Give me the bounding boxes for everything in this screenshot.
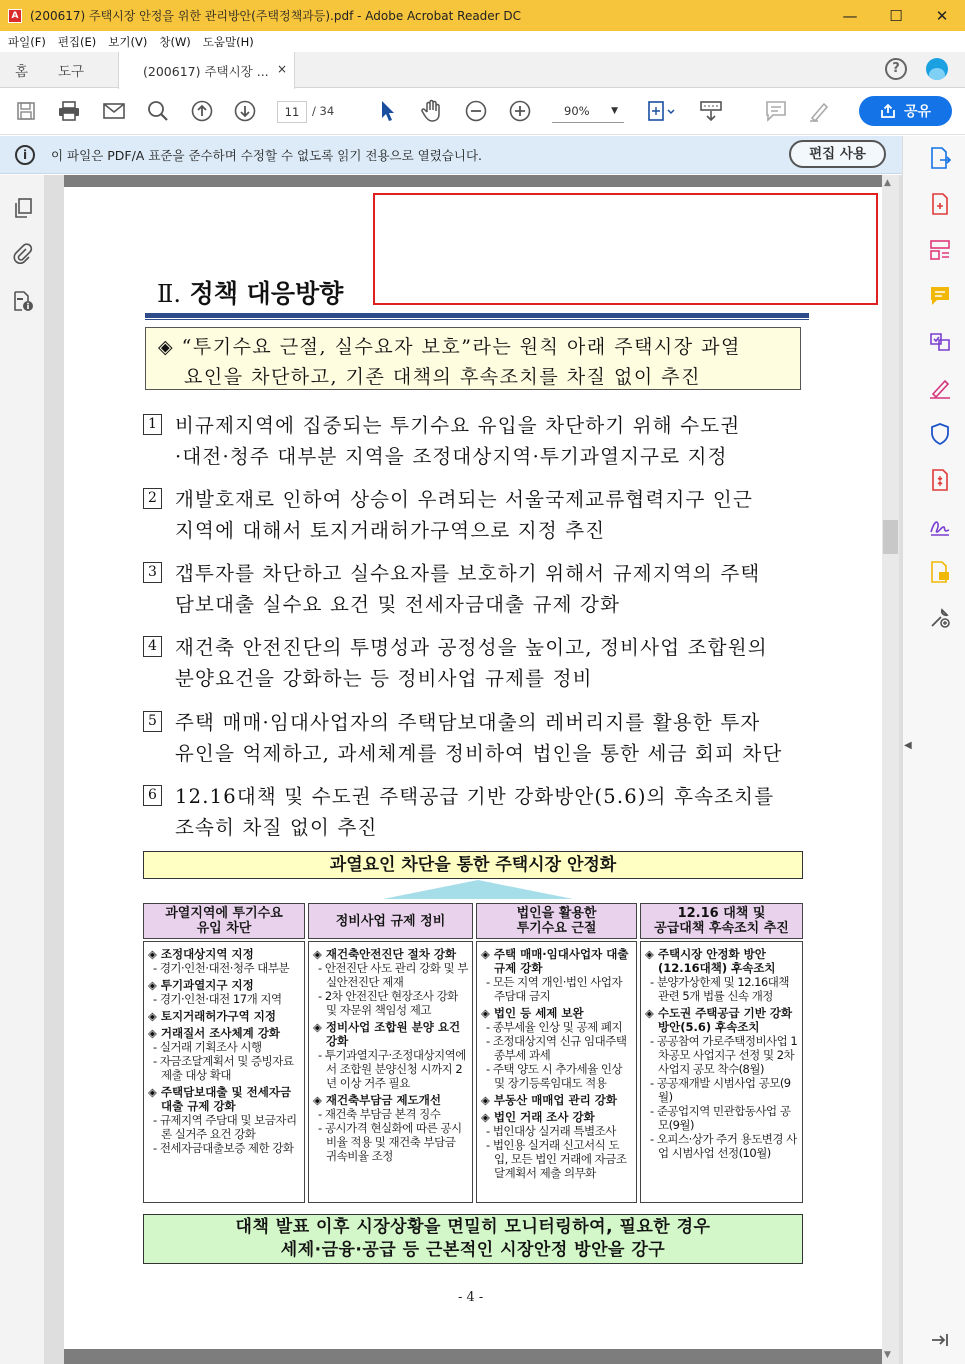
column-bullet-item: ◈ 재건축안전진단 절차 강화 [313, 947, 468, 961]
menu-file[interactable]: 파일(F) [8, 34, 46, 49]
item-line-2: 조속히 차질 없이 추진 [175, 816, 378, 839]
print-icon[interactable] [55, 97, 83, 125]
item-line-2: 지역에 대해서 토지거래허가구역으로 지정 추진 [175, 519, 606, 542]
more-tools-icon[interactable] [928, 606, 952, 630]
section-roman-numeral: Ⅱ. [157, 280, 181, 308]
zoom-select[interactable] [552, 101, 624, 123]
share-button[interactable] [859, 96, 952, 126]
column-bullet-item: ◈ 정비사업 조합원 분양 요건 강화 [313, 1020, 468, 1048]
scroll-up-arrow[interactable]: ▲ [884, 178, 891, 188]
column-sub-item: - 준공업지역 민관합동사업 공모(9월) [645, 1104, 798, 1132]
share-label: 공유 [903, 104, 932, 120]
acrobat-app-icon: A [8, 9, 22, 23]
column-sub-item: - 종부세율 인상 및 공제 폐지 [481, 1020, 632, 1034]
email-icon[interactable] [100, 97, 128, 125]
comment-tool-icon[interactable] [928, 284, 952, 308]
column-sub-item: - 공시가격 현실화에 따른 공시비율 적용 및 재건축 부담금 귀속비율 조정 [313, 1121, 468, 1163]
banner-message: 이 파일은 PDF/A 표준을 준수하며 수정할 수 없도록 읽기 전용으로 열렸습니다. [51, 147, 482, 163]
item-number: 1 [143, 414, 162, 435]
item-line-1: 주택 매매·임대사업자의 주택담보대출의 레버리지를 활용한 투자 [175, 711, 761, 734]
organize-pages-icon[interactable] [928, 238, 952, 262]
document-info-icon[interactable] [12, 290, 34, 312]
column-sub-item: - 자금조달계획서 및 증빙자료 제출 대상 확대 [148, 1054, 300, 1082]
maximize-button[interactable]: ☐ [889, 6, 903, 25]
principle-box [145, 327, 801, 390]
column-body-1 [143, 941, 305, 1203]
column-sub-item: - 공공참여 가로주택정비사업 1차공모 사업지구 선정 및 2차 사업지 공모 착수(8월) [645, 1034, 798, 1076]
search-icon[interactable] [144, 97, 172, 125]
column-head-line-1: 12.16 대책 및 [677, 906, 766, 921]
column-sub-item: - 주택 양도 시 추가세율 인상 및 장기등록임대도 적용 [481, 1062, 632, 1090]
attachments-icon[interactable] [12, 243, 34, 265]
item-number: 6 [143, 785, 162, 806]
menu-help[interactable]: 도움말(H) [202, 34, 254, 49]
diagram-arrow [383, 880, 573, 899]
help-button[interactable]: ? [885, 58, 907, 80]
column-sub-item: - 전세자금대출보증 제한 강화 [148, 1141, 300, 1155]
tab-close-icon[interactable]: × [276, 62, 287, 76]
column-bullet-item: ◈ 주택담보대출 및 전세자금대출 규제 강화 [148, 1085, 300, 1113]
column-sub-item: - 공공재개발 시범사업 공모(9월) [645, 1076, 798, 1104]
fit-page-icon[interactable] [643, 97, 679, 125]
tab-home[interactable]: 홈 [15, 64, 29, 80]
policy-item-1 [143, 410, 805, 472]
comment-icon[interactable] [762, 97, 790, 125]
page-total: / 34 [312, 104, 335, 118]
compare-files-icon[interactable] [928, 330, 952, 354]
account-avatar[interactable] [926, 58, 948, 80]
page-thumbnails-icon[interactable] [12, 197, 34, 219]
item-line-2: 유인을 억제하고, 과세체계를 정비하여 법인을 통한 세금 회피 차단 [175, 742, 783, 765]
scrollbar-thumb[interactable] [883, 520, 898, 554]
pdfa-banner [0, 136, 902, 174]
title-bar [0, 0, 965, 31]
tab-document[interactable] [118, 52, 295, 89]
page-header-band [64, 175, 882, 187]
minimize-button[interactable]: — [842, 6, 858, 25]
send-for-comments-icon[interactable] [928, 560, 952, 584]
compress-pdf-icon[interactable] [928, 468, 952, 492]
column-bullet-item: ◈ 수도권 주택공급 기반 강화방안(5.6) 후속조치 [645, 1006, 798, 1034]
column-bullet-item: ◈ 주택시장 안정화 방안(12.16대책) 후속조치 [645, 947, 798, 975]
highlight-pen-icon[interactable] [805, 97, 833, 125]
menu-view[interactable]: 보기(V) [108, 34, 148, 49]
diagram-title: 과열요인 차단을 통한 주택시장 안정화 [143, 851, 803, 879]
select-cursor-icon[interactable] [374, 97, 402, 125]
tab-tools[interactable]: 도구 [58, 64, 85, 80]
column-bullet-item: ◈ 조정대상지역 지정 [148, 947, 300, 961]
column-sub-item: - 실거래 기획조사 시행 [148, 1040, 300, 1054]
column-bullet-item: ◈ 토지거래허가구역 지정 [148, 1009, 300, 1023]
collapse-right-pane-icon[interactable]: ◀ [904, 740, 912, 751]
page-footer-band [64, 1349, 882, 1364]
principle-line-1: ◈ “투기수요 근절, 실수요자 보호”라는 원칙 아래 주택시장 과열 [158, 336, 741, 358]
window-title: (200617) 주택시장 안정을 위한 관리방안(주택정책과등).pdf - Adobe Acrobat Reader DC [30, 9, 522, 23]
page-footer-number: - 4 - [458, 1290, 484, 1305]
column-sub-item: - 규제지역 주담대 및 보금자리론 실거주 요건 강화 [148, 1113, 300, 1141]
column-head-line-2: 투기수요 근절 [516, 921, 597, 936]
column-head-1 [143, 903, 305, 939]
column-bullet-item: ◈ 부동산 매매업 관리 강화 [481, 1093, 632, 1107]
column-body-4 [640, 941, 803, 1203]
conclusion-line-1: 대책 발표 이후 시장상황을 면밀히 모니터링하여, 필요한 경우 [235, 1217, 711, 1237]
column-sub-item: - 경기·인천·대전 17개 지역 [148, 992, 300, 1006]
column-sub-item: - 오피스·상가 주거 용도변경 사업 시범사업 선정(10월) [645, 1132, 798, 1160]
collapse-tools-pane-icon[interactable] [928, 1328, 952, 1352]
fill-sign-icon[interactable] [928, 376, 952, 400]
column-head-2 [308, 903, 473, 939]
menu-window[interactable]: 창(W) [159, 34, 191, 49]
item-line-2: ·대전·청주 대부분 지역을 조정대상지역·투기과열지구로 지정 [175, 445, 728, 468]
zoom-value: 90% [564, 104, 590, 118]
policy-item-4 [143, 632, 805, 694]
next-page-icon[interactable] [231, 97, 259, 125]
column-sub-item: - 안전진단 사도 관리 강화 및 부실안전진단 제재 [313, 961, 468, 989]
column-head-line-2: 유입 차단 [196, 921, 252, 936]
section-title-text: 정책 대응방향 [189, 279, 344, 308]
create-pdf-icon[interactable] [928, 192, 952, 216]
item-line-2: 분양요건을 강화하는 등 정비사업 규제를 정비 [175, 667, 593, 690]
item-number: 3 [143, 562, 162, 583]
column-head-line-2: 공급대책 후속조치 추진 [654, 921, 789, 936]
item-line-2: 담보대출 실수요 요건 및 전세자금대출 규제 강화 [175, 593, 621, 616]
section-title [157, 274, 343, 310]
column-bullet-item: ◈ 투기과열지구 지정 [148, 978, 300, 992]
column-sub-item: - 투기과열지구·조정대상지역에서 조합원 분양신청 시까지 2년 이상 거주 필요 [313, 1048, 468, 1090]
item-number: 5 [143, 711, 162, 732]
item-line-1: 개발호재로 인하여 상승이 우려되는 서울국제교류협력지구 인근 [175, 488, 753, 511]
menu-edit[interactable]: 편집(E) [57, 34, 97, 49]
column-sub-item: - 법인대상 실거래 특별조사 [481, 1124, 632, 1138]
column-sub-item: - 2차 안전진단 현장조사 강화 및 자문위 책임성 제고 [313, 989, 468, 1017]
column-head-line-1: 과열지역에 투기수요 [165, 906, 283, 921]
policy-item-3 [143, 558, 805, 620]
column-bullet-item: ◈ 거래질서 조사체계 강화 [148, 1026, 300, 1040]
zoom-in-icon[interactable] [506, 97, 534, 125]
zoom-out-icon[interactable] [462, 97, 490, 125]
hand-tool-icon[interactable] [418, 97, 446, 125]
redaction-box [373, 193, 878, 305]
chevron-down-icon: ▼ [611, 106, 618, 116]
window-controls [827, 0, 965, 31]
item-number: 4 [143, 636, 162, 657]
column-bullet-item: ◈ 법인 거래 조사 강화 [481, 1110, 632, 1124]
policy-item-5 [143, 707, 805, 769]
vertical-scrollbar[interactable] [882, 175, 899, 1364]
item-line-1: 비규제지역에 집중되는 투기수요 유입을 차단하기 위해 수도권 [175, 414, 741, 437]
tab-bar [0, 52, 965, 88]
column-sub-item: - 조정대상지역 신규 임대주택 종부세 과세 [481, 1034, 632, 1062]
info-icon: i [15, 145, 35, 165]
column-bullet-item: ◈ 주택 매매·임대사업자 대출규제 강화 [481, 947, 632, 975]
scroll-down-arrow[interactable]: ▼ [884, 1350, 891, 1360]
column-body-3 [476, 941, 637, 1203]
item-line-1: 갭투자를 차단하고 실수요자를 보호하기 위해서 규제지역의 주택 [175, 562, 761, 585]
protect-icon[interactable] [928, 422, 952, 446]
left-navigation-pane [0, 175, 45, 1364]
page-number-input[interactable]: 11 [277, 101, 307, 123]
tab-document-label: (200617) 주택시장 ... [143, 63, 269, 79]
conclusion-box [143, 1214, 803, 1264]
column-bullet-item: ◈ 법인 등 세제 보완 [481, 1006, 632, 1020]
column-head-4 [640, 903, 803, 939]
request-signature-icon[interactable] [928, 514, 952, 538]
column-bullet-item: ◈ 재건축부담금 제도개선 [313, 1093, 468, 1107]
share-icon [880, 103, 896, 119]
column-head-line-1: 정비사업 규제 정비 [335, 913, 446, 929]
column-body-2 [308, 941, 473, 1203]
item-line-1: 12.16대책 및 수도권 주택공급 기반 강화방안(5.6)의 후속조치를 [175, 785, 775, 808]
menu-bar [0, 31, 965, 52]
column-head-line-1: 법인을 활용한 [516, 906, 597, 921]
scroll-mode-icon[interactable] [697, 97, 725, 125]
conclusion-line-2: 세제·금융·공급 등 근본적인 시장안정 방안을 강구 [280, 1240, 666, 1260]
previous-page-icon[interactable] [188, 97, 216, 125]
item-number: 2 [143, 488, 162, 509]
column-sub-item: - 재건축 부담금 본격 징수 [313, 1107, 468, 1121]
column-head-3 [476, 903, 637, 939]
column-sub-item: - 모든 지역 개인·법인 사업자 주담대 금지 [481, 975, 632, 1003]
save-icon[interactable] [12, 97, 40, 125]
column-sub-item: - 분양가상한제 및 12.16대책 관련 5개 법률 신속 개정 [645, 975, 798, 1003]
section-rule-thin [145, 319, 809, 320]
principle-line-2: 요인을 차단하고, 기존 대책의 후속조치를 차질 없이 추진 [184, 366, 701, 388]
item-line-1: 재건축 안전진단의 투명성과 공정성을 높이고, 정비사업 조합원의 [175, 636, 768, 659]
policy-item-6 [143, 781, 805, 843]
policy-item-2 [143, 484, 805, 546]
column-sub-item: - 법인용 실거래 신고서식 도입, 모든 법인 거래에 자금조달계획서 제출 의무화 [481, 1138, 632, 1180]
close-window-button[interactable]: ✕ [935, 6, 949, 25]
enable-editing-button[interactable]: 편집 사용 [789, 140, 886, 168]
section-rule-thick [145, 313, 809, 318]
column-sub-item: - 경기·인천·대전·청주 대부분 [148, 961, 300, 975]
export-pdf-icon[interactable] [928, 146, 952, 170]
